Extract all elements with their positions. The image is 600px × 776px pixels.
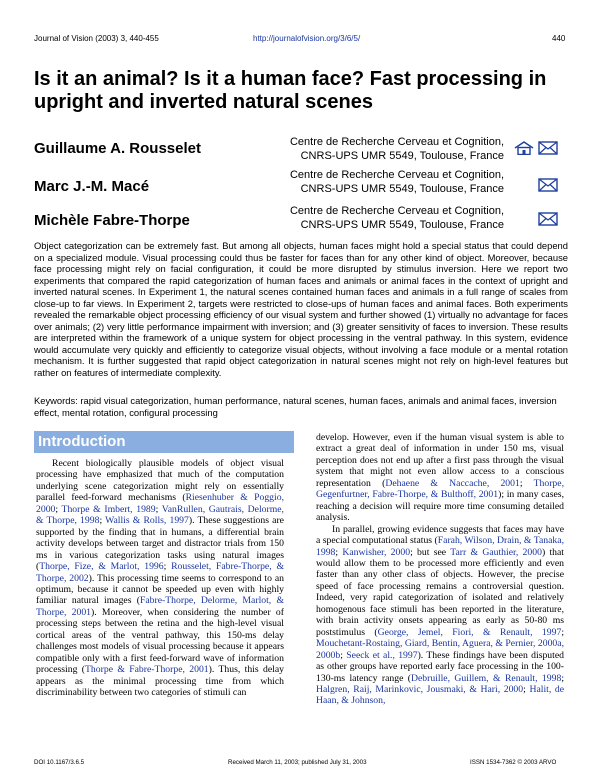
affiliation-line: CNRS-UPS UMR 5549, Toulouse, France bbox=[300, 182, 504, 195]
citation-link[interactable]: Thorpe, Gegenfurtner, Fabre-Thorpe, & Bulthoff, 2001 bbox=[316, 477, 564, 501]
citation-link[interactable]: Debruille, Guillem, & Renault, 1998 bbox=[411, 672, 562, 684]
email-icon[interactable] bbox=[538, 212, 558, 226]
citation-link[interactable]: Farah, Wilson, Drain, & Tanaka, 1998 bbox=[316, 535, 564, 558]
body-text: ; bbox=[519, 477, 534, 489]
body-text: ; bbox=[561, 672, 565, 684]
affiliation-line: Centre de Recherche Cerveau et Cognition, bbox=[289, 136, 504, 148]
abstract: Object categorization can be extremely fast. But among all objects, human faces might hold a special status that could depend on a specialized module. Visual processing could thus be faster for faces than for any other kind of object. Moreover, because face processing might rely on facial configuration, it could be more disrupted by stimulus inversion. Here we report two experiments that compared the rapid categorization of human faces and animals or animal faces in the context of upright and inverted natural scenes. In Experiment 1, the natural scenes contained human faces and animals in a full range of scales from close-up to far views. In Experiment 2, targets were restricted to close-ups of human faces and animal faces. Both experiments revealed the remarkable object processing efficiency of our visual system and further showed (1) virtually no advantage for faces over animals; (2) very little performance impairment with inversion; and (3) greater sensitivity of faces to inversion. These results are interpreted within the framework of a unique system for object processing in the ventral pathway. In this system, evidence would accumulate very quickly and efficiently to categorize visual objects, without involving a face module or a mental rotation mechanism. It is further suggested that rapid object categorization in natural scenes might not rely on high-level features but rather on features of intermediate complexity. bbox=[34, 240, 568, 378]
body-text: ; bbox=[561, 626, 565, 638]
citation-link[interactable]: Thorpe & Imbert, 1989 bbox=[61, 503, 156, 515]
author-1-links bbox=[514, 141, 558, 155]
section-title: Introduction bbox=[38, 433, 126, 450]
citation-link[interactable]: Halit, de Haan, & Johnson, bbox=[316, 683, 565, 707]
author-3-links bbox=[538, 212, 558, 226]
citation-link[interactable]: Wallis & Rolls, 1997 bbox=[105, 515, 189, 527]
email-icon[interactable] bbox=[538, 178, 558, 192]
keywords: Keywords: rapid visual categorization, human performance, natural scenes, human faces, animals and animal faces, inversion effect, mental rotation, configural processing bbox=[34, 395, 557, 418]
body-column-right bbox=[316, 432, 564, 707]
affiliation-line: Centre de Recherche Cerveau et Cognition, bbox=[289, 205, 504, 217]
body-text: ; bbox=[99, 515, 106, 527]
body-text: ) that would allow them to be processed more efficiently and even faster than any other class of objects. However, the precise speed of face processing remains a controversial question. Indeed, very rapid categorization of isolated and relatively homogenous face stimuli has been reported in the literature, with brain activity onsets appearing as early as 50-80 ms poststimulus ( bbox=[316, 546, 564, 638]
body-text: ; bbox=[335, 546, 343, 558]
email-icon[interactable] bbox=[538, 141, 558, 155]
journal-citation: Journal of Vision (2003) 3, 440-455 bbox=[34, 34, 159, 43]
citation-link[interactable]: Halgren, Raij, Marinkovic, Jousmaki, & Hari, 2000 bbox=[316, 683, 524, 695]
body-text: ). This processing time seems to correspond to an optimum, because it cannot be speeded up even with highly familiar natural images ( bbox=[36, 572, 284, 607]
page-number: 440 bbox=[552, 34, 566, 43]
section-heading-introduction bbox=[34, 431, 294, 453]
body-text: Recent biologically plausible models of object visual processing have emphasized that much of the computation underlying scene categorization might rely on essentially parallel feed-forward mechanisms ( bbox=[36, 458, 284, 504]
paper-title: Is it an animal? Is it a human face? Fast processing in upright and inverted natural scenes bbox=[34, 68, 547, 113]
received-dates: Received March 11, 2003; published July 31, 2003 bbox=[228, 759, 367, 766]
citation-link[interactable]: Fabre-Thorpe, Delorme, Marlot, & Thorpe, 2001 bbox=[36, 595, 284, 618]
body-text: ; bbox=[55, 503, 62, 515]
citation-link[interactable]: Rousselet, Fabre-Thorpe, & Thorpe, 2002 bbox=[36, 561, 284, 584]
body-text: ; but see bbox=[410, 546, 451, 558]
citation-link[interactable]: Riesenhuber & Poggio, 2000 bbox=[36, 492, 284, 515]
author-affiliation-3 bbox=[290, 205, 504, 232]
author-name-2: Marc J.-M. Macé bbox=[34, 178, 150, 195]
paragraph bbox=[36, 458, 284, 699]
citation-link[interactable]: Tarr & Gauthier, 2000 bbox=[450, 546, 542, 558]
author-name-1: Guillaume A. Rousselet bbox=[34, 140, 201, 157]
citation-link[interactable]: Seeck et al., 1997 bbox=[346, 649, 418, 661]
doi: DOI 10.1167/3.6.5 bbox=[34, 759, 85, 766]
body-text: ; bbox=[155, 503, 162, 515]
body-text: ; bbox=[523, 683, 530, 695]
body-text: ). These findings have been disputed as other groups have reported early face processing in the 100-130-ms latency range ( bbox=[316, 649, 564, 684]
citation-link[interactable]: VanRullen, Gautrais, Delorme, & Thorpe, 1998 bbox=[36, 503, 284, 527]
body-text: develop. However, even if the human visual system is able to extract a great deal of information in under 150 ms, visual perception does not end up after a first pass through the visual system that might not even allow access to a conscious representation ( bbox=[316, 432, 564, 489]
body-text: In parallel, growing evidence suggests that faces may have a special computational status ( bbox=[316, 523, 564, 547]
affiliation-line: Centre de Recherche Cerveau et Cognition, bbox=[289, 169, 504, 181]
body-column-left bbox=[36, 458, 284, 699]
citation-link[interactable]: Kanwisher, 2000 bbox=[342, 546, 411, 558]
paragraph bbox=[316, 432, 564, 524]
body-text: ). These suggestions are supported by the finding that in humans, a differential brain activity develops between target and distractor trials from 150 ms in various categorization tasks using natural images ( bbox=[36, 515, 284, 573]
body-text: ); in many cases, reaching a decision will require more time consuming detailed analysis. bbox=[316, 489, 564, 524]
citation-link[interactable]: George, Jemel, Fiori, & Renault, 1997 bbox=[377, 626, 562, 638]
author-affiliation-1 bbox=[290, 136, 504, 163]
author-2-links bbox=[538, 178, 558, 192]
body-text: ; bbox=[340, 649, 347, 661]
affiliation-line: CNRS-UPS UMR 5549, Toulouse, France bbox=[300, 149, 504, 162]
author-affiliation-2 bbox=[290, 169, 504, 196]
author-name-3: Michèle Fabre-Thorpe bbox=[34, 212, 190, 229]
citation-link[interactable]: Dehaene & Naccache, 2001 bbox=[385, 477, 520, 489]
body-text: ). Thus, this delay appears as the minimal processing time from which discriminability between two categories of stimuli can bbox=[36, 664, 284, 699]
citation-link[interactable]: Thorpe, Fize, & Marlot, 1996 bbox=[39, 561, 164, 573]
citation-link[interactable]: Mouchetant-Rostaing, Giard, Bentin, Aguera, & Pernier, 2000a, 2000b bbox=[316, 638, 564, 661]
body-text: ; bbox=[163, 561, 172, 573]
affiliation-line: CNRS-UPS UMR 5549, Toulouse, France bbox=[300, 218, 504, 231]
paragraph bbox=[316, 524, 564, 707]
citation-link[interactable]: Thorpe & Fabre-Thorpe, 2001 bbox=[85, 664, 209, 676]
issn-copyright: ISSN 1534-7362 © 2003 ARVO bbox=[470, 759, 557, 766]
home-icon[interactable] bbox=[514, 141, 534, 155]
body-text: ). Moreover, when considering the number of processing steps between the retina and the high-level visual cortical areas of the ventral pathway, this 150-ms delay challenges most models of visual processing because it appears compatible only with a first feed-forward wave of information processing ( bbox=[36, 606, 284, 676]
journal-url-link[interactable]: http://journalofvision.org/3/6/5/ bbox=[253, 34, 361, 43]
